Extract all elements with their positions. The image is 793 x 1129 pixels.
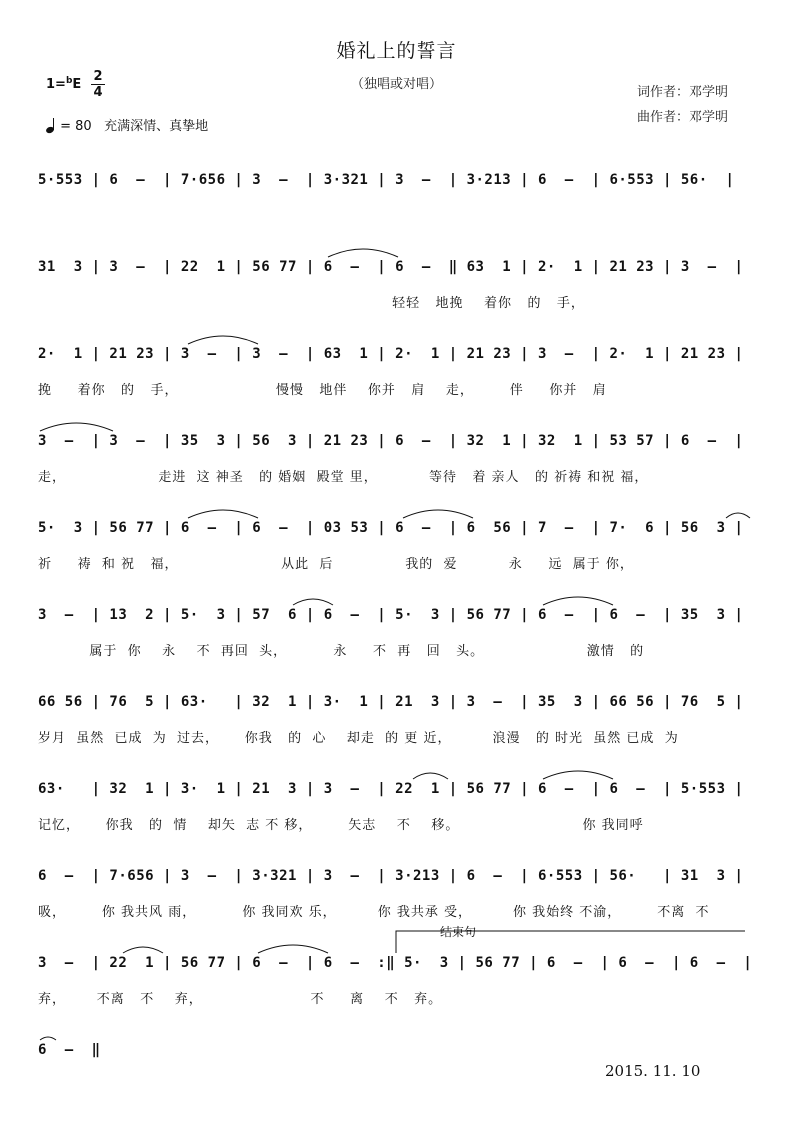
song-subtitle: （独唱或对唱）: [350, 77, 442, 92]
lyrics-line: 祈 祷 和 祝 福， 从此 后 我的 爱 永 远 属于 你，: [38, 557, 634, 572]
slur: [40, 1037, 56, 1040]
slur: [543, 771, 613, 779]
key-flat: b: [65, 76, 73, 86]
expression-mark: 充满深情、真挚地: [104, 119, 209, 134]
ending-label: 结束句: [440, 925, 477, 939]
slur: [543, 597, 613, 605]
tempo-marking: [46, 115, 208, 134]
lyrics-line: 走， 走进 这 神圣 的 婚姻 殿堂 里， 等待 着 亲人 的 祈祷 和祝 福，: [38, 470, 649, 485]
notation-line: 6 – | 7·656 | 3 – | 3·321 | 3 – | 3·213 | 6 – | 6·553 | 56· | 31 3 |: [38, 868, 744, 884]
time-signature: [90, 70, 106, 99]
tempo-value: = 80: [60, 119, 92, 134]
lyrics-line: 记忆， 你我 的 情 却矢 志 不 移， 矢志 不 移。 你 我同呼: [38, 818, 644, 833]
lyrics-line: 轻轻 地挽 着你 的 手，: [38, 296, 585, 311]
notation-line: 3 – | 3 – | 35 3 | 56 3 | 21 23 | 6 – | 32 1 | 32 1 | 53 57 | 6 – |: [38, 433, 744, 449]
credits: [637, 80, 728, 130]
lyrics-line: 挽 着你 的 手， 慢慢 地伴 你并 肩 走， 伴 你并 肩: [38, 383, 607, 398]
slur: [726, 513, 750, 518]
song-title: 婚礼上的誓言: [336, 40, 457, 62]
lyrics-line: 吸， 你 我共风 雨， 你 我同欢 乐， 你 我共承 受， 你 我始终 不渝， 不离 不: [38, 905, 710, 920]
notation-line: 3 – | 22 1 | 56 77 | 6 – | 6 – :‖ 5· 3 | 56 77 | 6 – | 6 – | 6 – |: [38, 955, 753, 971]
lyrics-line: 属于 你 永 不 再回 头， 永 不 再 回 头。 激情 的: [38, 644, 645, 659]
date: 2015. 11. 10: [605, 1062, 701, 1080]
slur-marks: [38, 1026, 753, 1056]
notation-line: 5·553 | 6 – | 7·656 | 3 – | 3·321 | 3 – | 3·213 | 6 – | 6·553 | 56· |: [38, 172, 735, 188]
score-row: [38, 1042, 753, 1129]
notation-line: 2· 1 | 21 23 | 3 – | 3 – | 63 1 | 2· 1 | 21 23 | 3 – | 2· 1 | 21 23 |: [38, 346, 744, 362]
slur: [188, 510, 258, 518]
slur: [40, 423, 113, 431]
slur: [123, 947, 163, 953]
composer: 曲作者：邓学明: [637, 110, 729, 125]
notation-line: 66 56 | 76 5 | 63· | 32 1 | 3· 1 | 21 3 | 3 – | 35 3 | 66 56 | 76 5 |: [38, 694, 744, 710]
notation-line: 6 – ‖: [38, 1042, 101, 1058]
slur: [413, 773, 448, 779]
notation-line: 31 3 | 3 – | 22 1 | 56 77 | 6 – | 6 – ‖ 63 1 | 2· 1 | 21 23 | 3 – |: [38, 259, 744, 275]
lyricist: 词作者：邓学明: [637, 85, 729, 100]
score-row: [38, 781, 753, 868]
lyrics-line: 岁月 虽然 已成 为 过去， 你我 的 心 却走 的 更 近， 浪漫 的 时光 虽然 已成 为: [38, 731, 679, 746]
meter-bottom: 4: [93, 85, 103, 100]
notation-line: 3 – | 13 2 | 5· 3 | 57 6 | 6 – | 5· 3 | 56 77 | 6 – | 6 – | 35 3 |: [38, 607, 744, 623]
slur: [328, 249, 398, 257]
notation-line: 5· 3 | 56 77 | 6 – | 6 – | 03 53 | 6 – | 6 56 | 7 – | 7· 6 | 56 3 |: [38, 520, 744, 536]
key-prefix: 1=: [46, 77, 66, 92]
quarter-note-icon: [46, 119, 56, 133]
score: [38, 172, 753, 1129]
score-row: [38, 607, 753, 694]
meter-top: 2: [93, 69, 103, 84]
key-signature: [46, 76, 81, 92]
slur: [293, 599, 333, 605]
key-note: E: [72, 77, 82, 92]
notation-line: 63· | 32 1 | 3· 1 | 21 3 | 3 – | 22 1 | 56 77 | 6 – | 6 – | 5·553 |: [38, 781, 744, 797]
slur: [258, 945, 328, 953]
slur: [403, 510, 473, 518]
lyrics-line: 弃， 不离 不 弃， 不 离 不 弃。: [38, 992, 443, 1007]
slur: [188, 336, 258, 344]
